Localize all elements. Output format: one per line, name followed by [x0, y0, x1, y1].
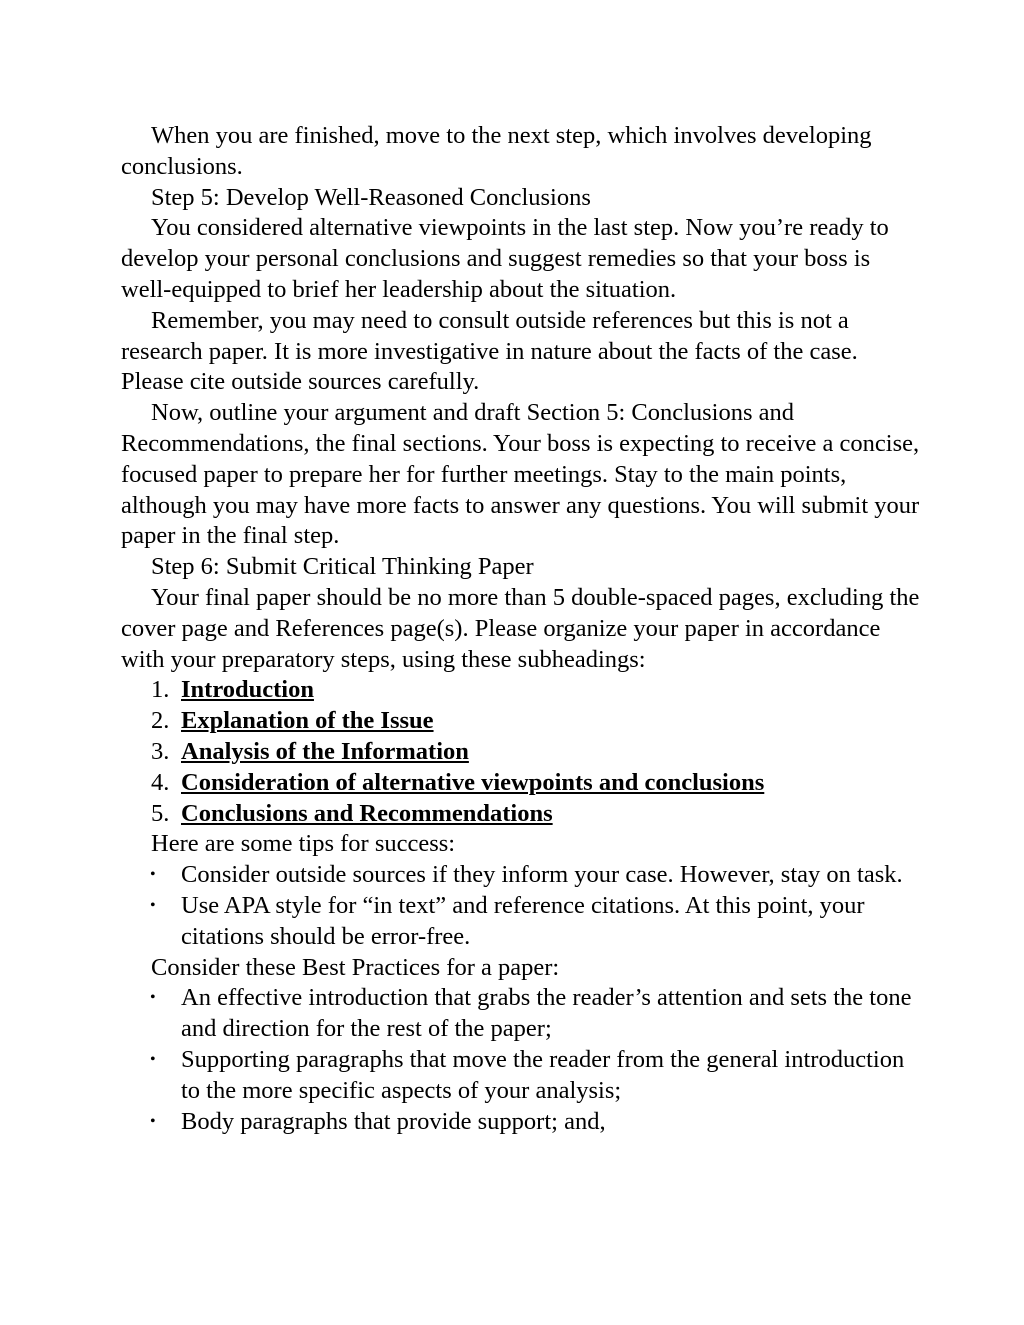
list-item [121, 891, 921, 953]
step-6-heading: Step 6: Submit Critical Thinking Paper [151, 553, 534, 581]
bullet-icon: • [150, 989, 156, 1007]
paragraph-outline-argument: Now, outline your argument and draft Section 5: Conclusions and Recommendations, the final sections. Your boss is expecting to receive a concise, focused paper to prepare her for further meetings. Stay to the main points, although you may have more facts to answer any questions. You will submit your paper in the final step. [121, 399, 920, 550]
bullet-icon: • [150, 1112, 156, 1130]
list-item [121, 675, 921, 706]
list-item [121, 768, 921, 799]
list-item [121, 737, 921, 768]
bullet-icon: • [150, 866, 156, 884]
best-practices-intro: Consider these Best Practices for a paper: [151, 953, 560, 981]
list-item [121, 860, 921, 891]
subheadings-list [121, 675, 921, 829]
subheading-introduction: Introduction [181, 676, 314, 704]
list-number: 2. [151, 707, 170, 735]
subheading-alternative-viewpoints: Consideration of alternative viewpoints and conclusions [181, 768, 765, 796]
list-number: 5. [151, 799, 170, 827]
best-practice-text: An effective introduction that grabs the reader’s attention and sets the tone and direction for the rest of the paper; [181, 984, 912, 1043]
best-practice-text: Body paragraphs that provide support; and, [181, 1107, 606, 1135]
bullet-icon: • [150, 896, 156, 914]
list-item [121, 1045, 921, 1107]
list-number: 4. [151, 768, 170, 796]
list-number: 3. [151, 737, 170, 765]
list-item [121, 706, 921, 737]
best-practice-text: Supporting paragraphs that move the reader from the general introduction to the more specific aspects of your analysis; [181, 1045, 905, 1104]
subheading-conclusions: Conclusions and Recommendations [181, 799, 553, 827]
list-item [121, 983, 921, 1045]
paragraph-alternative-viewpoints: You considered alternative viewpoints in the last step. Now you’re ready to develop your personal conclusions and suggest remedies so that your boss is well-equipped to brief her leadership about the situation. [121, 214, 889, 303]
subheading-explanation: Explanation of the Issue [181, 707, 434, 735]
bullet-icon: • [150, 1050, 156, 1068]
tips-list [121, 860, 921, 952]
tips-intro: Here are some tips for success: [151, 830, 456, 858]
best-practices-list [121, 983, 921, 1137]
tip-text: Consider outside sources if they inform your case. However, stay on task. [181, 861, 903, 889]
list-number: 1. [151, 676, 170, 704]
paragraph-outside-references: Remember, you may need to consult outside references but this is not a research paper. It is more investigative in nature about the facts of the case. Please cite outside sources carefully. [121, 306, 858, 396]
step-5-heading: Step 5: Develop Well-Reasoned Conclusions [151, 183, 591, 211]
list-item [121, 1107, 921, 1138]
paragraph-final-paper: Your final paper should be no more than 5 double-spaced pages, excluding the cover page and References page(s). Please organize your paper in accordance with your preparatory steps, using these subheadings: [121, 583, 920, 673]
tip-text: Use APA style for “in text” and reference citations. At this point, your citations should be error-free. [181, 891, 865, 950]
paragraph-next-step: When you are finished, move to the next step, which involves developing conclusions. [121, 122, 872, 180]
list-item [121, 799, 921, 830]
document-page [121, 121, 921, 1137]
subheading-analysis: Analysis of the Information [181, 737, 469, 765]
